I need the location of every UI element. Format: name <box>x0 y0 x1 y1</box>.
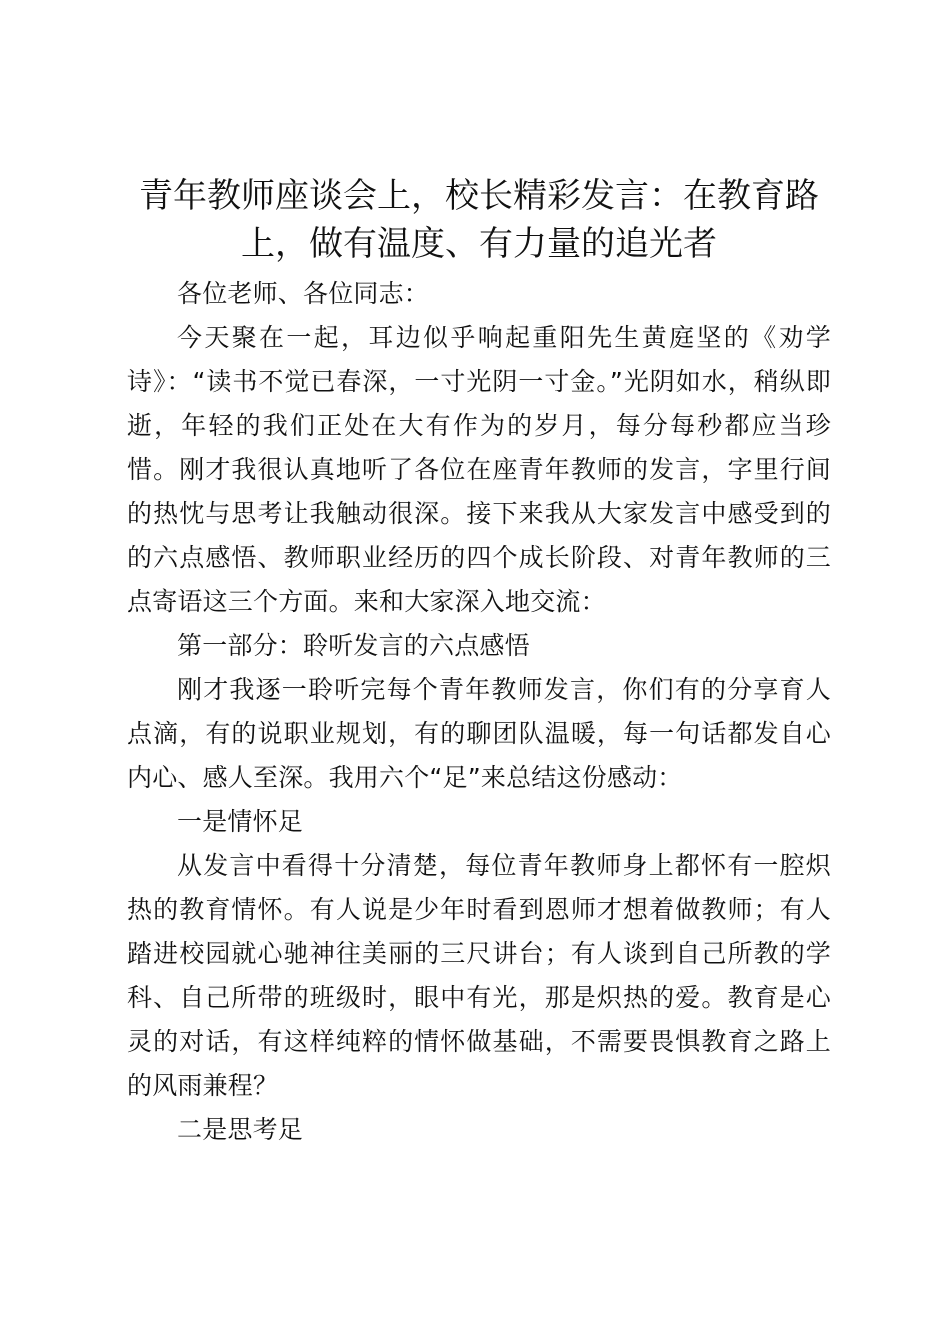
document-title: 青年教师座谈会上，校长精彩发言：在教育路上，做有温度、有力量的追光者 <box>139 176 819 264</box>
paragraph-passion: 从发言中看得十分清楚，每位青年教师身上都怀有一腔炽热的教育情怀。有人说是少年时看到恩师才想着做教师；有人踏进校园就心驰神往美丽的三尺讲台；有人谈到自己所教的学科、自己所带的班级时，眼中有光，那是炽热的爱。教育是心灵的对话，有这样纯粹的情怀做基础，不需要畏惧教育之路上的风雨兼程？ <box>127 851 831 1100</box>
document-page <box>127 172 831 1152</box>
subheading-one: 一是情怀足 <box>177 807 304 836</box>
paragraph-intro: 今天聚在一起，耳边似乎响起重阳先生黄庭坚的《劝学诗》：“读书不觉已春深，一寸光阴一寸金。”光阴如水，稍纵即逝，年轻的我们正处在大有作为的岁月，每分每秒都应当珍惜。刚才我很认真地听了各位在座青年教师的发言，字里行间的热忱与思考让我触动很深。接下来我从大家发言中感受到的的六点感悟、教师职业经历的四个成长阶段、对青年教师的三点寄语这三个方面。来和大家深入地交流： <box>127 323 831 616</box>
subheading-two: 二是思考足 <box>177 1115 304 1144</box>
section-heading-part-one: 第一部分：聆听发言的六点感悟 <box>177 631 530 660</box>
paragraph-listening: 刚才我逐一聆听完每个青年教师发言，你们有的分享育人点滴，有的说职业规划，有的聊团队温暖，每一句话都发自心内心、感人至深。我用六个“足”来总结这份感动： <box>127 675 831 792</box>
greeting: 各位老师、各位同志： <box>177 279 430 308</box>
